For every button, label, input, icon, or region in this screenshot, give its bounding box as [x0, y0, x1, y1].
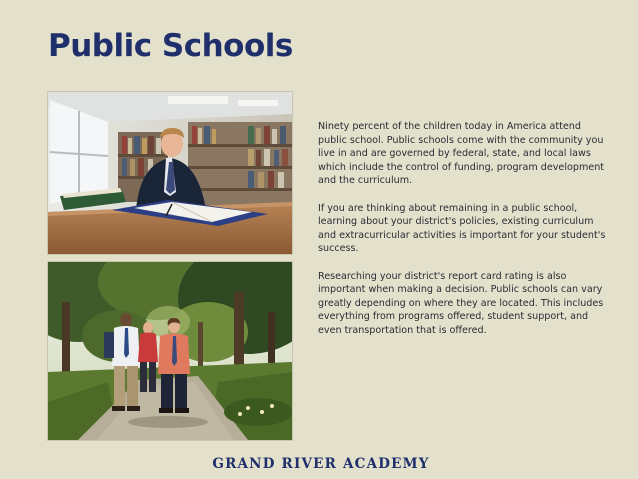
paragraph-public-school-overview: Ninety percent of the children today in America attend public school. Public schools come with the community you live in and are governed by federal, state, and local laws which include the control of funding, program development and the curriculum.	[318, 121, 605, 187]
paragraph-report-card-rating: Researching your district's report card rating is also important when making a decision. Public schools can vary greatly depending on where they are located. This includes everything from programs offered, student support, and even transportation that is offered.	[318, 270, 604, 336]
campus-walk-photo	[47, 261, 293, 441]
paragraph-district-policies: If you are thinking about remaining in a public school, learning about your district's policies, existing curriculum and extracurricular activities is important for your student's success.	[318, 202, 606, 255]
footer-school-name: GRAND RIVER ACADEMY	[212, 456, 430, 472]
slide-title: Public Schools	[48, 28, 293, 64]
body-text	[318, 120, 608, 351]
library-student-photo	[47, 91, 293, 255]
